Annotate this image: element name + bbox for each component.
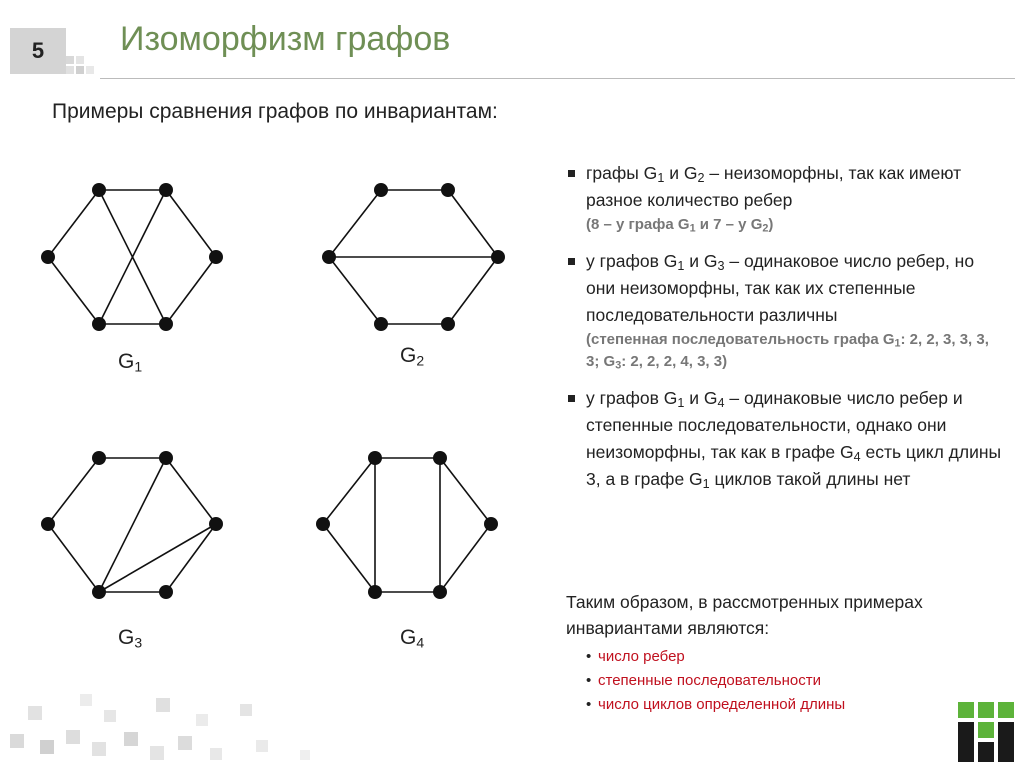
page-title: Изоморфизм графов xyxy=(120,20,451,58)
list-item: • число циклов определенной длины xyxy=(588,693,1006,717)
bullet-note: (8 – у графа $G_1$ и 7 – у $G_2$) xyxy=(586,216,774,235)
conclusion xyxy=(566,589,1006,717)
graph-g4-edges xyxy=(323,458,491,592)
bullet-edge-count: графы $G_1$ и $G_2$ – неизоморфны, так как имеют разное количество ребер (8 – у графа $G_1$ и 7 – у $G_2$) xyxy=(566,160,1006,236)
bullet-list xyxy=(566,160,1006,505)
bullet-cycle-length: у графов $G_1$ и $G_4$ – одинаковые число ребер и степенные последовательности, однако они неизоморфны, так как в графе $G_4$ есть цикл длины 3, а в графе $G_1$ циклов такой длины нет xyxy=(566,385,1006,493)
slide-number: 5 xyxy=(10,28,66,74)
graph-g1-edges xyxy=(48,190,216,324)
graph-label-g2: $G_2$ xyxy=(400,344,425,369)
bullet-degree-sequence: у графов $G_1$ и $G_3$ – одинаковое число ребер, но они неизоморфны, так как их степенные последовательности различны (степенная последовательность графа $G_1$: 2, 2, 3, 3, 3, 3; $G_3$: 2, 2, 2, 4, 3, 3) xyxy=(566,248,1006,373)
invariant-list xyxy=(588,645,1006,717)
subtitle: Примеры сравнения графов по инвариантам: xyxy=(52,100,498,123)
graph-label-g4: $G_4$ xyxy=(400,626,425,651)
graph-label-g3: $G_3$ xyxy=(118,626,143,651)
conclusion-text: Таким образом, в рассмотренных примерах инвариантами являются: xyxy=(566,592,923,638)
graph-g2-edges xyxy=(329,190,498,324)
graph-label-g1: $G_1$ xyxy=(118,350,143,375)
list-item: • число ребер xyxy=(588,645,1006,669)
list-item: • степенные последовательности xyxy=(588,669,1006,693)
bullet-note: (степенная последовательность графа $G_1$: 2, 2, 3, 3, 3, 3; $G_3$: 2, 2, 2, 4, 3, 3) xyxy=(586,331,989,372)
graph-g3-edges xyxy=(48,458,216,592)
